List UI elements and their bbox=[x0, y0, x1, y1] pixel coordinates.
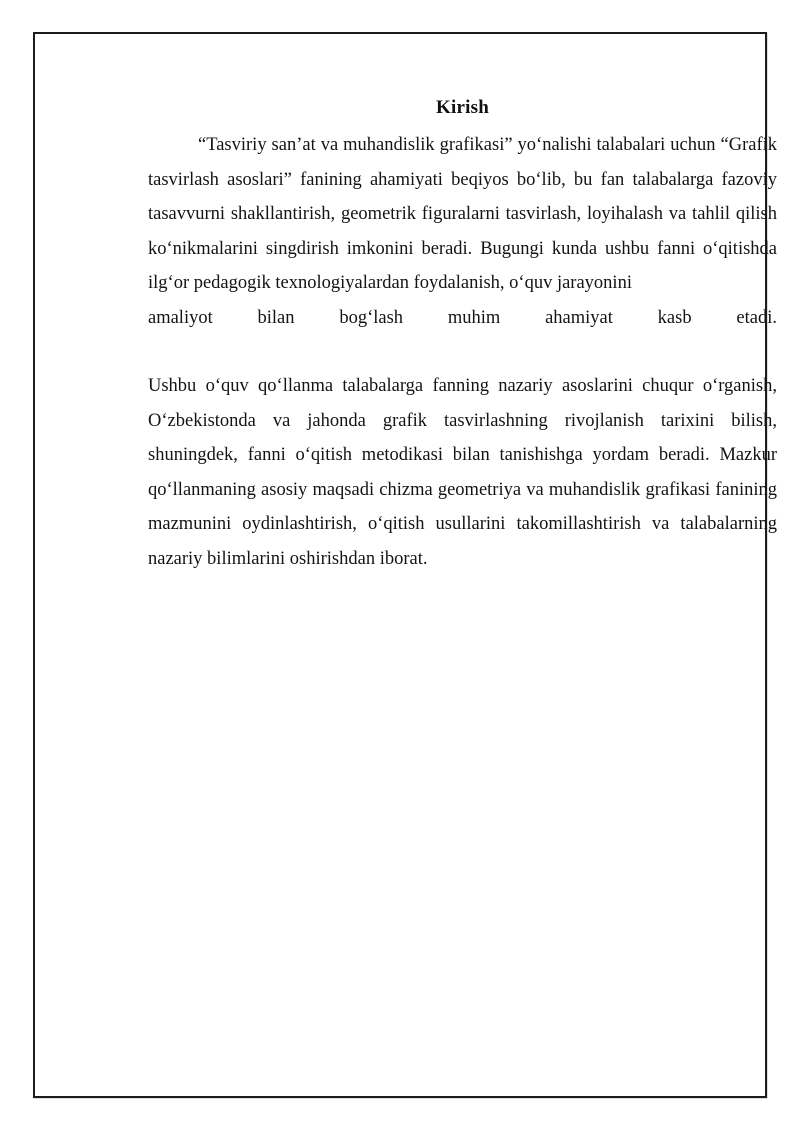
last-line-word-kasb: kasb bbox=[657, 307, 692, 328]
last-line-word-etadi: etadi. bbox=[736, 307, 777, 328]
document-content-area bbox=[148, 94, 777, 576]
last-line-word-muhim: muhim bbox=[447, 307, 501, 328]
last-line-word-ahamiyat: ahamiyat bbox=[545, 307, 613, 328]
last-line-word-bilan: bilan bbox=[257, 307, 295, 328]
intro-paragraph-1-last-line bbox=[148, 301, 777, 336]
paragraph-spacer bbox=[148, 335, 777, 369]
last-line-word-boglash: bog‘lash bbox=[339, 307, 404, 328]
page-title: Kirish bbox=[436, 97, 489, 118]
intro-paragraph-1: “Tasviriy san’at va muhandislik grafikasi” yo‘nalishi talabalari uchun “Grafik tasvirlash asoslari” fanining ahamiyati beqiyos bo‘lib, bu fan talabalarga fazoviy tasavvurni shakllantirish, geometrik figuralarni tasvirlash, loyihalash va tahlil qilish ko‘nikmalarini singdirish imkonini beradi. Bugungi kunda ushbu fanni o‘qitishda ilg‘or pedagogik texnologiyalardan foydalanish, o‘quv jarayonini bbox=[148, 135, 777, 293]
intro-paragraph-2: Ushbu o‘quv qo‘llanma talabalarga fanning nazariy asoslarini chuqur o‘rganish, O‘zbekistonda va jahonda grafik tasvirlashning rivojlanish tarixini bilish, shuningdek, fanni o‘qitish metodikasi bilan tanishishga yordam beradi. Mazkur qo‘llanmaning asosiy maqsadi chizma geometriya va muhandislik grafikasi fanining mazmunini oydinlashtirish, o‘qitish usullarini takomillashtirish va talabalarning nazariy bilimlarini oshirishdan iborat. bbox=[148, 376, 777, 569]
last-line-word-amaliyot: amaliyot bbox=[148, 307, 213, 328]
page-border-frame bbox=[33, 32, 777, 1098]
